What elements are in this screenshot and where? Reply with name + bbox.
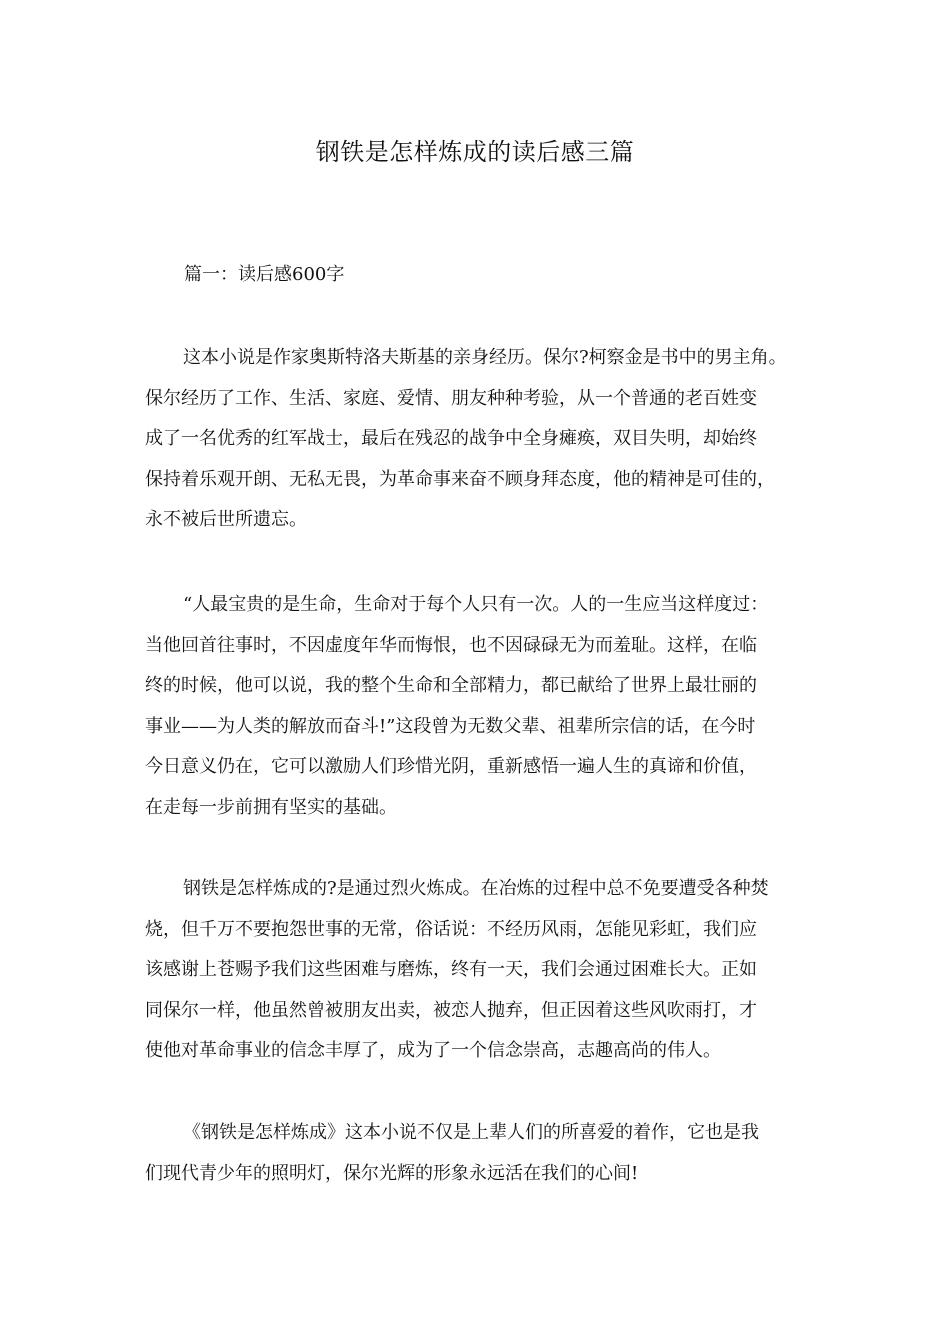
paragraph-2 (145, 585, 825, 828)
paragraph-line: 今日意义仍在，它可以激励人们珍惜光阴，重新感悟一遍人生的真谛和价值， (145, 756, 757, 777)
paragraph-1 (145, 338, 825, 541)
paragraph-line: 在走每一步前拥有坚实的基础。 (145, 796, 397, 818)
paragraph-line: 使他对革命事业的信念丰厚了，成为了一个信念崇高，志趣高尚的伟人。 (145, 1040, 721, 1061)
paragraph-line: 钢铁是怎样炼成的?是通过烈火炼成。在冶炼的过程中总不免要遭受各种焚 (183, 878, 769, 899)
paragraph-line: 成了一名优秀的红军战士，最后在残忍的战争中全身瘫痪，双目失明，却始终 (145, 428, 757, 449)
paragraph-3 (145, 869, 825, 1072)
paragraph-line: 终的时候，他可以说，我的整个生命和全部精力，都已献给了世界上最壮丽的 (145, 675, 757, 696)
paragraph-line: 事业——为人类的解放而奋斗!”这段曾为无数父辈、祖辈所宗信的话，在今时 (145, 715, 756, 737)
paragraph-line: “人最宝贵的是生命，生命对于每个人只有一次。人的一生应当这样度过： (183, 594, 769, 615)
paragraph-4 (145, 1113, 825, 1194)
paragraph-line: 保尔经历了工作、生活、家庭、爱情、朋友种种考验，从一个普通的老百姓变 (145, 387, 757, 409)
paragraph-line: 们现代青少年的照明灯，保尔光辉的形象永远活在我们的心间! (145, 1162, 639, 1184)
paragraph-line: 保持着乐观开朗、无私无畏，为革命事来奋不顾身拜态度，他的精神是可佳的， (145, 468, 775, 490)
paragraph-line: 当他回首往事时，不因虚度年华而悔恨，也不因碌碌无为而羞耻。这样，在临 (145, 634, 757, 656)
section-heading: 篇一：读后感600字 (184, 264, 345, 285)
paragraph-line: 这本小说是作家奥斯特洛夫斯基的亲身经历。保尔?柯察金是书中的男主角。 (183, 347, 787, 368)
paragraph-line: 《钢铁是怎样炼成》这本小说不仅是上辈人们的所喜爱的着作，它也是我 (183, 1122, 759, 1143)
paragraph-line: 该感谢上苍赐予我们这些困难与磨炼，终有一天，我们会通过困难长大。正如 (145, 959, 757, 980)
paragraph-line: 烧，但千万不要抱怨世事的无常，俗话说：不经历风雨，怎能见彩虹，我们应 (145, 918, 757, 940)
paragraph-line: 同保尔一样，他虽然曾被朋友出卖，被恋人抛弃，但正因着这些风吹雨打，才 (145, 999, 757, 1021)
document-title: 钢铁是怎样炼成的读后感三篇 (315, 138, 635, 166)
paragraph-line: 永不被后世所遗忘。 (145, 509, 307, 530)
